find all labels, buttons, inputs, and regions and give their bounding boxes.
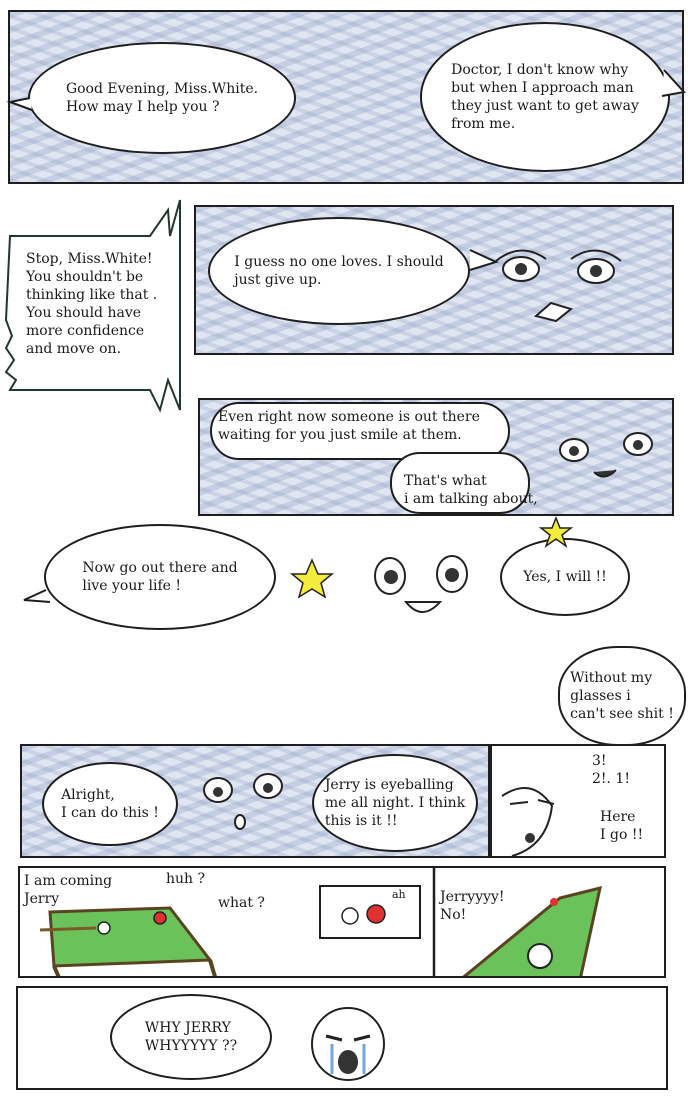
squinting-face-drawing — [492, 746, 592, 856]
here-i-go-text: Here I go !! — [600, 809, 644, 843]
speech-text-doctor-greeting: Good Evening, Miss.White. How may I help you ? — [65, 81, 259, 115]
speech-text-someone-waiting: Even right now someone is out there waiting for you just smile at them. — [218, 409, 480, 443]
panel-5-right — [490, 744, 666, 858]
pool-table-drawings — [20, 868, 666, 978]
speech-bubble-why-jerry — [110, 994, 272, 1080]
speech-text-alright: Alright, I can do this ! — [61, 787, 159, 821]
speech-text-jerry-no: Jerryyyy! No! — [440, 889, 505, 923]
countdown-text: 3! 2!. 1! — [592, 753, 630, 787]
shout-text-stop: Stop, Miss.White! You shouldn't be thinking like that . You should have more confidence and move on. — [26, 251, 158, 357]
panel-7 — [16, 986, 668, 1090]
speech-text-yes-i-will: Yes, I will !! — [523, 569, 607, 585]
speech-bubble-jerry-eyeballing — [312, 754, 478, 852]
speech-text-jerry-eyeballing: Jerry is eyeballing me all night. I think this is it !! — [324, 777, 466, 829]
panel-6 — [18, 866, 666, 978]
thought-bubble-glasses — [558, 646, 686, 746]
speech-text-talking-about: That's what i am talking about, — [404, 473, 538, 507]
panel-5 — [20, 744, 490, 858]
thought-text-glasses: Without my glasses i can't see shit ! — [570, 670, 674, 722]
crying-face-drawing — [298, 994, 398, 1090]
determined-face-drawing — [188, 756, 298, 856]
speech-text-why-jerry: WHY JERRY WHYYYYY ?? — [144, 1020, 238, 1054]
speech-text-huh: huh ? — [166, 871, 206, 887]
speech-text-go-out: Now go out there and live your life ! — [82, 560, 238, 594]
speech-text-coming: I am coming Jerry — [24, 873, 113, 907]
speech-text-give-up: I guess no one loves. I should just give up. — [234, 254, 444, 288]
speech-bubble-alright — [42, 762, 178, 846]
speech-text-miss-white-complaint: Doctor, I don't know why but when I approach man they just want to get away from me. — [451, 62, 639, 132]
speech-text-what: what ? — [218, 895, 265, 911]
speech-text-ah: ah — [392, 888, 406, 901]
